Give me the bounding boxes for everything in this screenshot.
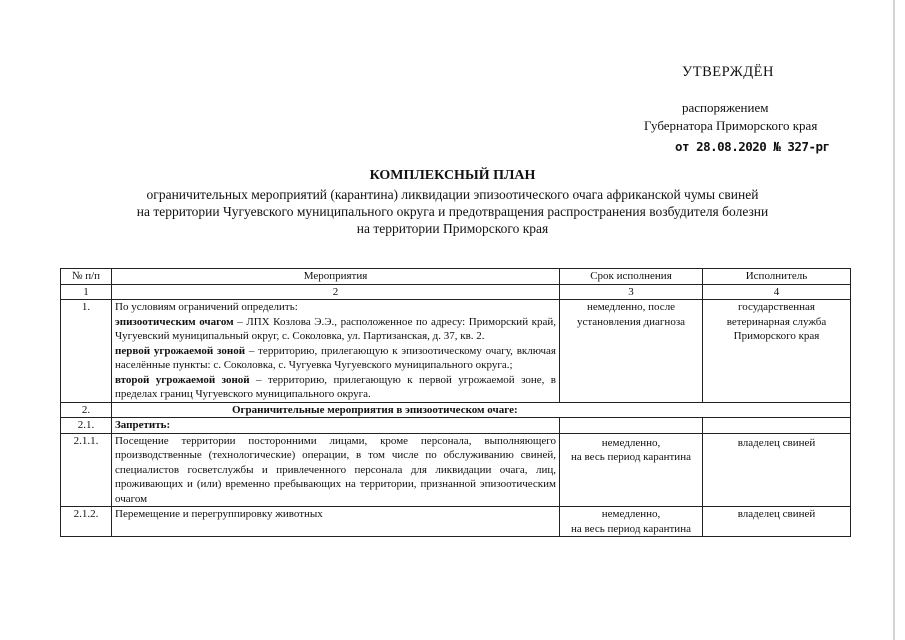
focus-label: эпизоотическим очагом [115,315,234,328]
row-term [560,418,703,434]
table-row [61,433,851,507]
row-measure: Посещение территории посторонними лицами, кроме персонала, выполняющего производственные (технологические) операции, в том числе по обслуживанию свиней, специалистов госветслужбы и привлеченного персонала для ликвидации очага, лиц, проживающих и (или) временно пребывающих на территории, признанной эпизоотическим очагом [112,433,560,507]
row-number: 2.1. [61,418,112,434]
table-section-row [61,402,851,418]
row-executor: государственная ветеринарная служба Приморского края [703,300,851,403]
row-measure: Запретить: [112,418,560,434]
plan-table [60,268,851,537]
focus-text: – ЛПХ Козлова Э.Э., расположенное по адресу: Приморский край, Чугуевский муниципальный округ, с. Соколовка, ул. Партизанская, д. 37, кв. 2. [115,315,556,342]
header-number: № п/п [61,269,112,285]
zone1-text: – территорию, прилегающую к эпизоотическому очагу, включая населённые пункты: с. Соколовка, с. Чугуевка Чугуевского муниципального округа.; [115,344,556,371]
table-column-number-row [61,284,851,300]
header-term: Срок исполнения [560,269,703,285]
scan-edge [893,0,895,640]
row-executor: владелец свиней [703,507,851,537]
header-executor: Исполнитель [703,269,851,285]
document-subtitle-line-2: на территории Чугуевского муниципального округа и предотвращения распространения возбудителя болезни [136,204,769,219]
table-row [61,300,851,403]
column-number: 3 [560,284,703,300]
column-number: 4 [703,284,851,300]
row-measure [112,300,560,403]
section-title: Ограничительные мероприятия в эпизоотическом очаге: [112,402,851,418]
date-number-stamp: от 28.08.2020 № 327-рг [675,139,830,154]
row-executor [703,418,851,434]
row-term: немедленно, на весь период карантина [560,433,703,507]
measure-intro: По условиям ограничений определить: [115,301,298,313]
zone1-label: первой угрожаемой зоной [115,344,246,357]
row-number: 1. [61,300,112,403]
row-number: 2. [61,402,112,418]
row-number: 2.1.1. [61,433,112,507]
table-header-row [61,269,851,285]
row-term: немедленно, после установления диагноза [560,300,703,403]
document-title: КОМПЛЕКСНЫЙ ПЛАН [369,168,536,183]
document-subtitle-line-3: на территории Приморского края [356,221,549,236]
zone2-label: второй угрожаемой зоной [115,373,250,386]
document-subtitle-line-1: ограничительных мероприятий (карантина) ликвидации эпизоотического очага африканской чумы свиней [146,187,759,202]
order-label: распоряжением [682,100,769,115]
row-number: 2.1.2. [61,507,112,537]
row-term: немедленно, на весь период карантина [560,507,703,537]
zone2-text: – территорию, прилегающую к первой угрожаемой зоне, в пределах границ Чугуевского муниципального округа. [115,373,557,400]
table-row [61,418,851,434]
column-number: 2 [112,284,560,300]
table-row [61,507,851,537]
row-measure: Перемещение и перегруппировку животных [112,507,560,537]
row-executor: владелец свиней [703,433,851,507]
governor-label: Губернатора Приморского края [644,118,818,133]
approved-label: УТВЕРЖДЁН [682,64,774,80]
header-measures: Мероприятия [112,269,560,285]
column-number: 1 [61,284,112,300]
